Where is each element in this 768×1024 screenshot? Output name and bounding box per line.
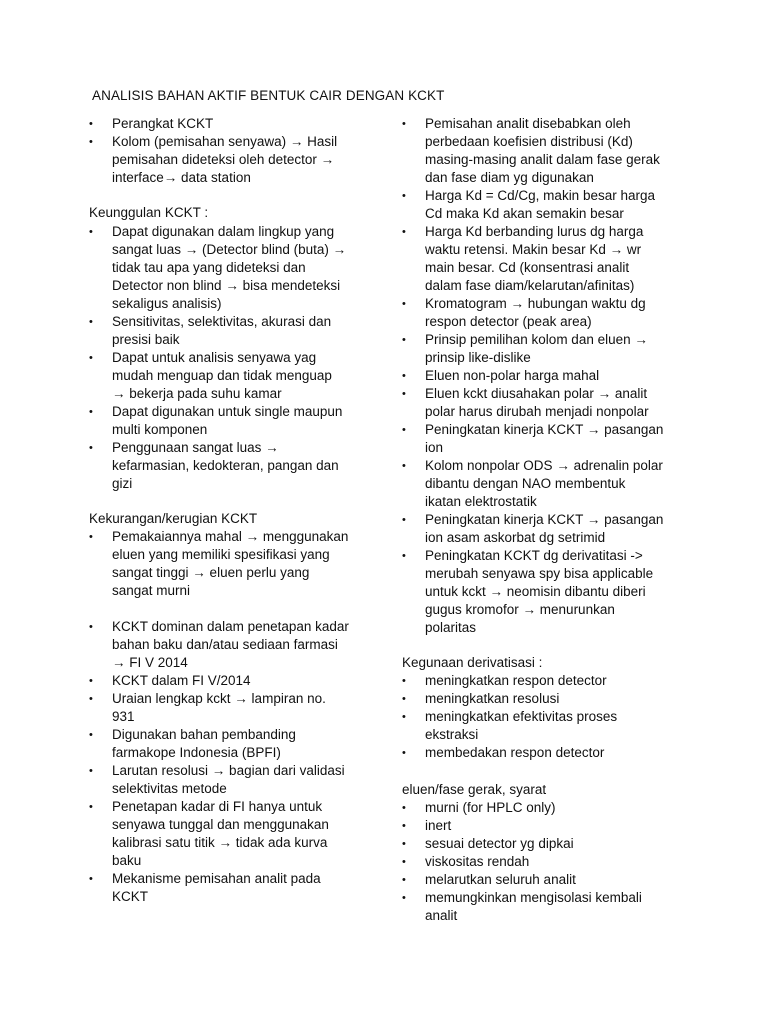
list-item-line: KCKT dalam FI V/2014 bbox=[112, 673, 251, 688]
bullet-icon: • bbox=[89, 136, 93, 148]
list-item-line: sekaligus analisis) bbox=[112, 296, 222, 311]
bullet-icon: • bbox=[402, 424, 406, 436]
bullet-icon: • bbox=[402, 550, 406, 562]
bullet-icon: • bbox=[402, 820, 406, 832]
bullet-icon: • bbox=[89, 316, 93, 328]
list-item-line: ikatan elektrostatik bbox=[425, 494, 537, 509]
list-item-line: meningkatkan respon detector bbox=[425, 673, 607, 688]
bullet-icon: • bbox=[89, 531, 93, 543]
list-item-line: Peningkatan kinerja KCKT → pasangan bbox=[425, 422, 664, 437]
list-item-line: respon detector (peak area) bbox=[425, 314, 592, 329]
list-item-line: selektivitas metode bbox=[112, 781, 227, 796]
bullet-icon: • bbox=[402, 298, 406, 310]
bullet-icon: • bbox=[402, 460, 406, 472]
list-item-line: → FI V 2014 bbox=[112, 655, 188, 670]
list-item-line: waktu retensi. Makin besar Kd → wr bbox=[425, 242, 642, 257]
bullet-icon: • bbox=[402, 874, 406, 886]
list-item-line: kalibrasi satu titik → tidak ada kurva bbox=[112, 835, 328, 850]
list-item-line: multi komponen bbox=[112, 422, 208, 437]
list-item-line: sesuai detector yg dipkai bbox=[425, 836, 574, 851]
bullet-icon: • bbox=[402, 892, 406, 904]
list-item-line: pemisahan dideteksi oleh detector → bbox=[112, 152, 335, 167]
list-item-line: prinsip like-dislike bbox=[425, 350, 531, 365]
bullet-icon: • bbox=[89, 352, 93, 364]
list-item-line: Prinsip pemilihan kolom dan eluen → bbox=[425, 332, 648, 347]
bullet-icon: • bbox=[402, 838, 406, 850]
list-item-line: Detector non blind → bisa mendeteksi bbox=[112, 278, 341, 293]
list-item-line: Cd maka Kd akan semakin besar bbox=[425, 206, 624, 221]
bullet-icon: • bbox=[402, 747, 406, 759]
list-item-line: Pemisahan analit disebabkan oleh bbox=[425, 116, 631, 131]
bullet-icon: • bbox=[89, 226, 93, 238]
bullet-icon: • bbox=[402, 856, 406, 868]
bullet-icon: • bbox=[402, 802, 406, 814]
list-item-line: membedakan respon detector bbox=[425, 745, 605, 760]
list-item-line: bahan baku dan/atau sediaan farmasi bbox=[112, 637, 338, 652]
bullet-icon: • bbox=[402, 711, 406, 723]
list-item-line: Peningkatan kinerja KCKT → pasangan bbox=[425, 512, 664, 527]
list-item-line: Dapat untuk analisis senyawa yag bbox=[112, 350, 317, 365]
bullet-icon: • bbox=[89, 693, 93, 705]
bullet-icon: • bbox=[89, 765, 93, 777]
list-item-line: ion bbox=[425, 440, 444, 455]
list-item-line: ion asam askorbat dg setrimid bbox=[425, 530, 606, 545]
list-item-line: meningkatkan efektivitas proses bbox=[425, 709, 618, 724]
list-item-line: → bekerja pada suhu kamar bbox=[112, 386, 282, 401]
list-item-line: Pemakaiannya mahal → menggunakan bbox=[112, 529, 349, 544]
list-item-line: Harga Kd berbanding lurus dg harga bbox=[425, 224, 644, 239]
list-item-line: Kolom nonpolar ODS → adrenalin polar bbox=[425, 458, 663, 473]
list-item-line: gugus kromofor → menurunkan bbox=[425, 602, 615, 617]
bullet-icon: • bbox=[402, 370, 406, 382]
bullet-icon: • bbox=[89, 801, 93, 813]
section-heading: Keunggulan KCKT : bbox=[89, 205, 209, 220]
document-title: ANALISIS BAHAN AKTIF BENTUK CAIR DENGAN KCKT bbox=[92, 88, 445, 103]
bullet-icon: • bbox=[402, 675, 406, 687]
list-item-line: Eluen non-polar harga mahal bbox=[425, 368, 600, 383]
bullet-icon: • bbox=[89, 729, 93, 741]
bullet-icon: • bbox=[89, 873, 93, 885]
list-item-line: ekstraksi bbox=[425, 727, 479, 742]
list-item-line: Larutan resolusi → bagian dari validasi bbox=[112, 763, 345, 778]
list-item-line: Perangkat KCKT bbox=[112, 116, 214, 131]
list-item-line: Eluen kckt diusahakan polar → analit bbox=[425, 386, 648, 401]
list-item-line: Penggunaan sangat luas → bbox=[112, 440, 279, 455]
list-item-line: merubah senyawa spy bisa applicable bbox=[425, 566, 654, 581]
list-item-line: Sensitivitas, selektivitas, akurasi dan bbox=[112, 314, 332, 329]
list-item-line: eluen yang memiliki spesifikasi yang bbox=[112, 547, 330, 562]
list-item-line: melarutkan seluruh analit bbox=[425, 872, 576, 887]
list-item-line: Kromatogram → hubungan waktu dg bbox=[425, 296, 646, 311]
list-item-line: inert bbox=[425, 818, 452, 833]
bullet-icon: • bbox=[89, 406, 93, 418]
list-item-line: sangat luas → (Detector blind (buta) → bbox=[112, 242, 347, 257]
list-item-line: untuk kckt → neomisin dibantu diberi bbox=[425, 584, 646, 599]
list-item-line: KCKT dominan dalam penetapan kadar bbox=[112, 619, 349, 634]
bullet-icon: • bbox=[402, 190, 406, 202]
list-item-line: polaritas bbox=[425, 620, 477, 635]
section-heading: eluen/fase gerak, syarat bbox=[402, 782, 547, 797]
bullet-icon: • bbox=[402, 388, 406, 400]
list-item-line: murni (for HPLC only) bbox=[425, 800, 556, 815]
list-item-line: viskositas rendah bbox=[425, 854, 530, 869]
bullet-icon: • bbox=[89, 118, 93, 130]
list-item-line: presisi baik bbox=[112, 332, 180, 347]
list-item-line: perbedaan koefisien distribusi (Kd) bbox=[425, 134, 633, 149]
section-heading: Kekurangan/kerugian KCKT bbox=[89, 511, 258, 526]
list-item-line: dibantu dengan NAO membentuk bbox=[425, 476, 626, 491]
list-item-line: dalam fase diam/kelarutan/afinitas) bbox=[425, 278, 635, 293]
bullet-icon: • bbox=[402, 334, 406, 346]
bullet-icon: • bbox=[402, 226, 406, 238]
list-item-line: Peningkatan KCKT dg derivatitasi -> bbox=[425, 548, 643, 563]
list-item-line: memungkinkan mengisolasi kembali bbox=[425, 890, 642, 905]
list-item-line: gizi bbox=[112, 476, 133, 491]
list-item-line: farmakope Indonesia (BPFI) bbox=[112, 745, 281, 760]
list-item-line: polar harus dirubah menjadi nonpolar bbox=[425, 404, 649, 419]
list-item-line: sangat tinggi → eluen perlu yang bbox=[112, 565, 310, 580]
list-item-line: baku bbox=[112, 853, 142, 868]
list-item-line: kefarmasian, kedokteran, pangan dan bbox=[112, 458, 339, 473]
list-item-line: Uraian lengkap kckt → lampiran no. bbox=[112, 691, 326, 706]
list-item-line: sangat murni bbox=[112, 583, 191, 598]
list-item-line: Kolom (pemisahan senyawa) → Hasil bbox=[112, 134, 338, 149]
list-item-line: KCKT bbox=[112, 889, 149, 904]
list-item-line: Digunakan bahan pembanding bbox=[112, 727, 296, 742]
bullet-icon: • bbox=[89, 675, 93, 687]
bullet-icon: • bbox=[402, 514, 406, 526]
list-item-line: dan fase diam yg digunakan bbox=[425, 170, 594, 185]
list-item-line: 931 bbox=[112, 709, 135, 724]
list-item-line: tidak tau apa yang dideteksi dan bbox=[112, 260, 306, 275]
list-item-line: interface→ data station bbox=[112, 170, 251, 185]
list-item-line: Dapat digunakan dalam lingkup yang bbox=[112, 224, 335, 239]
list-item-line: Dapat digunakan untuk single maupun bbox=[112, 404, 343, 419]
list-item-line: masing-masing analit dalam fase gerak bbox=[425, 152, 660, 167]
list-item-line: Penetapan kadar di FI hanya untuk bbox=[112, 799, 323, 814]
list-item-line: senyawa tunggal dan menggunakan bbox=[112, 817, 329, 832]
list-item-line: mudah menguap dan tidak menguap bbox=[112, 368, 332, 383]
bullet-icon: • bbox=[89, 621, 93, 633]
bullet-icon: • bbox=[402, 693, 406, 705]
bullet-icon: • bbox=[402, 118, 406, 130]
list-item-line: analit bbox=[425, 908, 458, 923]
list-item-line: main besar. Cd (konsentrasi analit bbox=[425, 260, 630, 275]
list-item-line: Harga Kd = Cd/Cg, makin besar harga bbox=[425, 188, 655, 203]
list-item-line: meningkatkan resolusi bbox=[425, 691, 560, 706]
list-item-line: Mekanisme pemisahan analit pada bbox=[112, 871, 321, 886]
bullet-icon: • bbox=[89, 442, 93, 454]
section-heading: Kegunaan derivatisasi : bbox=[402, 655, 543, 670]
